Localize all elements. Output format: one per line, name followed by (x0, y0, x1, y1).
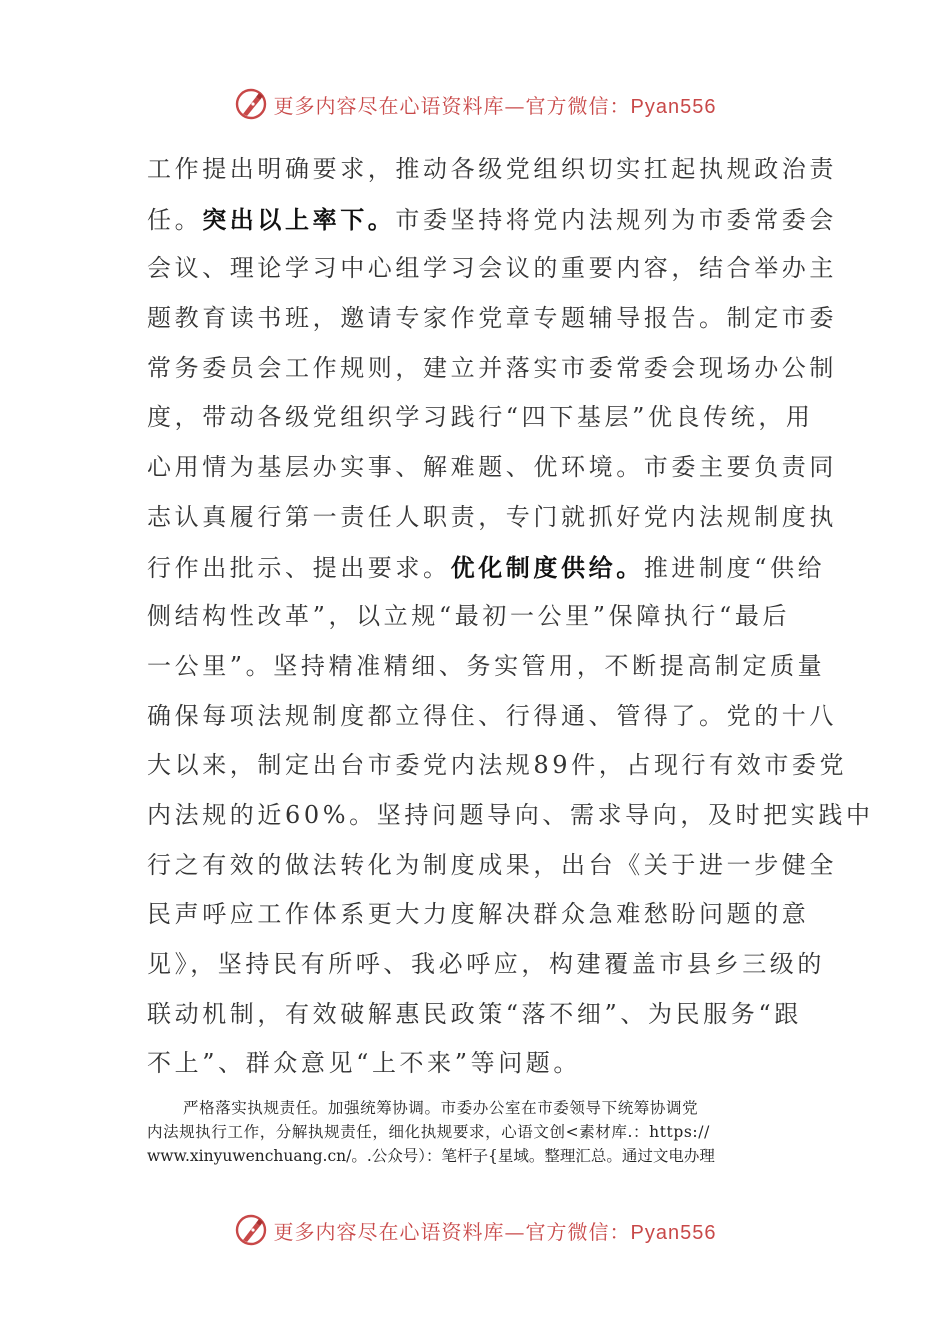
text-line: 联动机制，有效破解惠民政策“落不细”、为民服务“跟 (147, 999, 802, 1028)
main-paragraph (147, 145, 874, 1089)
small-paragraph (147, 1096, 813, 1168)
text-line: 大以来，制定出台市委党内法规89件，占现行有效市委党 (147, 751, 848, 780)
wechat-id: Pyan556 (630, 1221, 717, 1244)
small-text-line: 严格落实执规责任。加强统筹协调。市委办公室在市委领导下统筹协调党 (183, 1099, 699, 1117)
footer-banner (0, 1210, 950, 1250)
text-line (147, 195, 838, 245)
text-line: 侧结构性改革”，以立规“最初一公里”保障执行“最后 (147, 602, 791, 631)
banner-text: 更多内容尽在心语资料库—官方微信： (273, 93, 631, 118)
text-line: 内法规的近60%。坚持问题导向、需求导向，及时把实践中 (147, 800, 874, 829)
text-line: 心用情为基层办实事、解难题、优环境。市委主要负责同 (147, 453, 837, 482)
text-line: 不上”、群众意见“上不来”等问题。 (147, 1049, 582, 1078)
text-segment: 任。 (147, 205, 203, 234)
pen-nib-logo-icon (234, 87, 268, 121)
text-segment: 推进制度“供给 (643, 553, 826, 582)
small-text-line: www.xinyuwenchuang.cn/。.公众号）：笔杆子{星域。整理汇总。通过文电办理 (147, 1147, 715, 1165)
small-text-line: 内法规执行工作，分解执规责任，细化执规要求，心语文创<素材库.：https:// (147, 1123, 710, 1141)
text-line: 工作提出明确要求，推动各级党组织切实扛起执规政治责 (147, 155, 837, 183)
banner-text: 更多内容尽在心语资料库—官方微信： (273, 1219, 631, 1244)
text-line: 题教育读书班，邀请专家作党章专题辅导报告。制定市委 (147, 304, 837, 333)
header-banner (0, 84, 950, 124)
text-line: 确保每项法规制度都立得住、行得通、管得了。党的十八 (147, 701, 837, 730)
bold-heading: 优化制度供给。 (450, 552, 644, 582)
banner-title (274, 1216, 717, 1245)
pen-nib-logo-icon (234, 1213, 268, 1247)
text-line: 常务委员会工作规则，建立并落实市委常委会现场办公制 (147, 353, 837, 382)
text-line: 一公里”。坚持精准精细、务实管用，不断提高制定质量 (147, 651, 826, 680)
text-segment: 行作出批示、提出要求。 (147, 553, 451, 582)
text-line: 民声呼应工作体系更大力度解决群众急难愁盼问题的意 (147, 900, 810, 929)
text-line: 志认真履行第一责任人职责，专门就抓好党内法规制度执 (147, 502, 837, 531)
banner-title (274, 90, 717, 119)
text-line: 行之有效的做法转化为制度成果，出台《关于进一步健全 (147, 850, 837, 879)
text-line: 会议、理论学习中心组学习会议的重要内容，结合举办主 (147, 254, 837, 283)
text-line (147, 543, 826, 593)
bold-heading: 突出以上率下。 (202, 204, 396, 234)
text-line: 度，带动各级党组织学习践行“四下基层”优良传统，用 (147, 403, 814, 432)
text-segment: 市委坚持将党内法规列为市委常委会 (395, 205, 838, 234)
text-line: 见》，坚持民有所呼、我必呼应，构建覆盖市县乡三级的 (147, 950, 825, 978)
wechat-id: Pyan556 (630, 95, 717, 118)
